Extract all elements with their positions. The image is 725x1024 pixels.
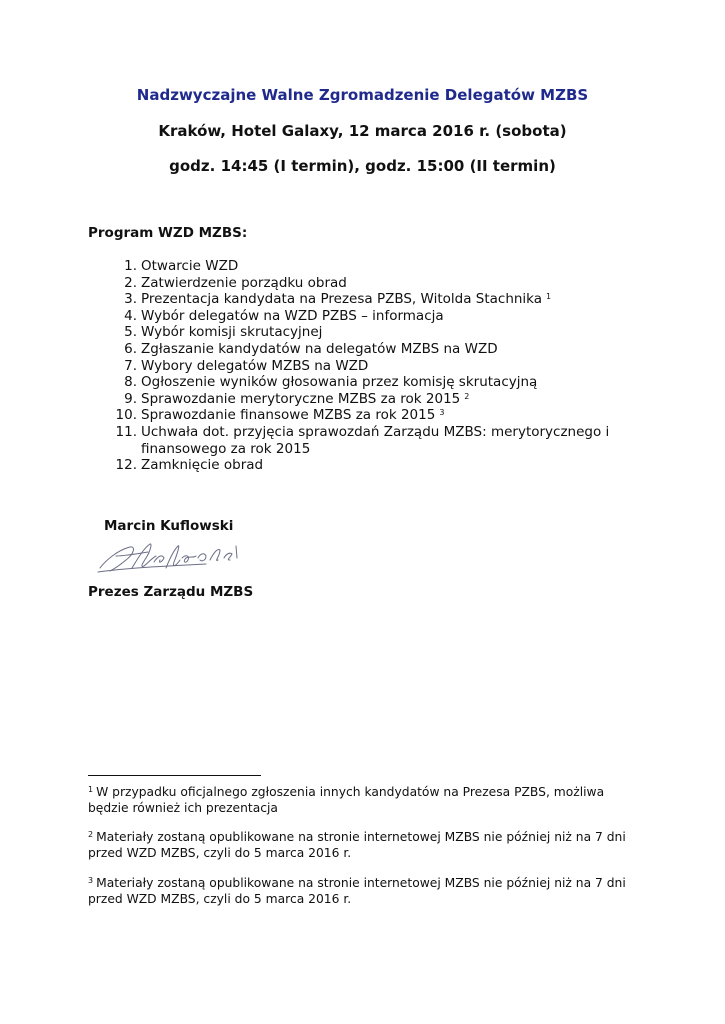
list-item [88, 308, 648, 325]
item-number: 2. [124, 274, 137, 291]
item-number: 11. [115, 423, 137, 440]
signatory-name: Marcin Kuflowski [104, 518, 234, 534]
item-text: Prezentacja kandydata na Prezesa PZBS, Witolda Stachnika [141, 291, 543, 308]
item-text: Wybory delegatów MZBS na WZD [141, 357, 369, 374]
footnote [88, 875, 648, 907]
list-item [88, 275, 648, 292]
footnote-ref: 1 [546, 292, 552, 302]
item-number: 4. [124, 307, 137, 324]
signatory-role: Prezes Zarządu MZBS [88, 584, 254, 600]
item-number: 12. [115, 457, 137, 474]
footnote-number: 1 [88, 785, 94, 794]
footnote [88, 829, 648, 861]
item-text: Zgłaszanie kandydatów na delegatów MZBS na WZD [141, 340, 498, 357]
list-item [88, 391, 648, 408]
meeting-time: godz. 14:45 (I termin), godz. 15:00 (II termin) [169, 157, 556, 175]
list-item [88, 374, 648, 391]
footnote-divider [88, 775, 261, 776]
item-number: 6. [124, 340, 137, 357]
item-text: Uchwała dot. przyjęcia sprawozdań Zarządu MZBS: merytorycznego i finansowego za rok 2015 [141, 423, 610, 457]
list-item [88, 358, 648, 375]
item-number: 9. [124, 390, 137, 407]
item-number: 7. [124, 357, 137, 374]
program-heading: Program WZD MZBS: [88, 225, 248, 241]
place-date: Kraków, Hotel Galaxy, 12 marca 2016 r. (sobota) [158, 122, 567, 140]
document-title: Nadzwyczajne Walne Zgromadzenie Delegatów MZBS [136, 86, 589, 104]
item-text: Zamknięcie obrad [141, 457, 264, 474]
footnote-number: 2 [88, 830, 94, 839]
item-text: Sprawozdanie finansowe MZBS za rok 2015 [141, 407, 436, 424]
item-text: Otwarcie WZD [141, 258, 239, 274]
item-number: 10. [115, 407, 137, 424]
footnote-text: W przypadku oficjalnego zgłoszenia innych kandydatów na Prezesa PZBS, możliwa będzie również ich prezentacja [88, 785, 605, 815]
handwritten-signature [96, 538, 244, 578]
list-item [88, 341, 648, 358]
footnote-text: Materiały zostaną opublikowane na stronie internetowej MZBS nie później niż na 7 dni przed WZD MZBS, czyli do 5 marca 2016 r. [88, 830, 626, 860]
agenda-list [88, 258, 648, 474]
item-text: Ogłoszenie wyników głosowania przez komisję skrutacyjną [141, 374, 538, 391]
list-item [88, 457, 648, 474]
list-item [88, 258, 648, 275]
list-item [88, 291, 648, 308]
list-item [88, 324, 648, 341]
item-number: 1. [124, 258, 137, 274]
list-item [88, 407, 648, 424]
item-text: Zatwierdzenie porządku obrad [141, 274, 347, 291]
item-text: Wybór komisji skrutacyjnej [141, 324, 323, 341]
item-text: Wybór delegatów na WZD PZBS – informacja [141, 307, 444, 324]
item-number: 5. [124, 324, 137, 341]
footnote-ref: 3 [439, 408, 445, 418]
footnote-ref: 2 [464, 391, 470, 401]
footnote [88, 784, 648, 816]
item-text: Sprawozdanie merytoryczne MZBS za rok 2015 [141, 390, 461, 407]
list-item [88, 424, 648, 457]
footnote-text: Materiały zostaną opublikowane na stronie internetowej MZBS nie później niż na 7 dni przed WZD MZBS, czyli do 5 marca 2016 r. [88, 876, 626, 906]
footnote-number: 3 [88, 876, 94, 885]
item-number: 3. [124, 291, 137, 308]
item-number: 8. [124, 374, 137, 391]
